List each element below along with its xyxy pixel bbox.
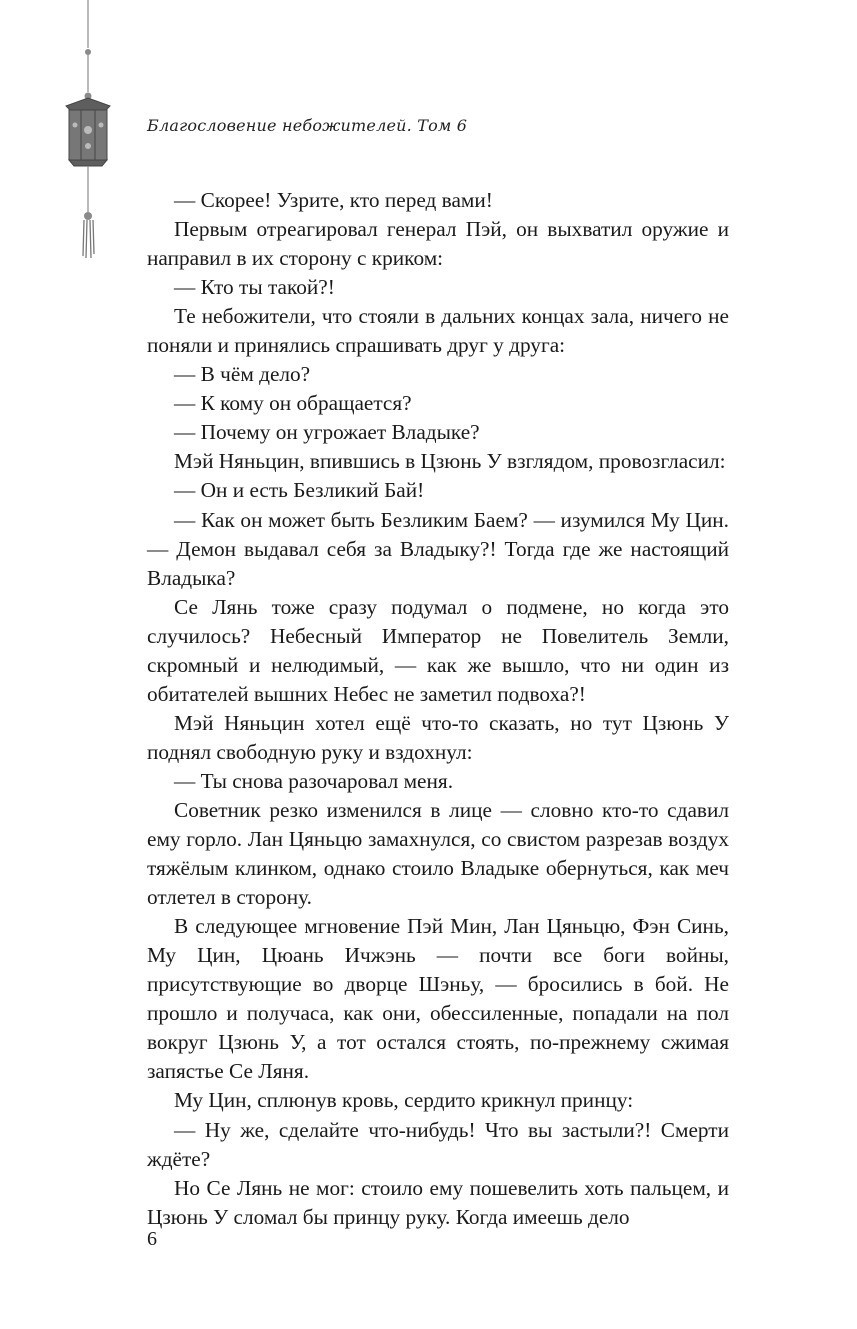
paragraph: — В чём дело? (174, 362, 311, 387)
paragraph: Но Се Лянь не мог: стоило ему пошевелить хоть пальцем, и Цзюнь У сломал бы принцу руку. Когда имеешь дело (147, 1175, 729, 1229)
paragraph: Се Лянь тоже сразу подумал о подмене, но когда это случилось? Небесный Император не Повелитель Земли, скромный и нелюдимый, — как же вышло, что ни один из обитателей вышних Небес не заметил подвоха?! (147, 594, 729, 706)
paragraph: Мэй Няньцин хотел ещё что-то сказать, но тут Цзюнь У поднял свободную руку и вздохнул: (147, 710, 729, 764)
paragraph: Те небожители, что стояли в дальних концах зала, ничего не поняли и принялись спрашивать друг у друга: (147, 304, 729, 358)
paragraph: — Как он может быть Безликим Баем? — изумился Му Цин. — Демон выдавал себя за Владыку?! Тогда где же настоящий Владыка? (147, 507, 729, 590)
paragraph: Советник резко изменился в лице — словно кто-то сдавил ему горло. Лан Цяньцю замахнулся, со свистом разрезав воздух тяжёлым клинком, однако стоило Владыке обернуться, как меч отлетел в сторону. (147, 797, 729, 910)
paragraph: В следующее мгновение Пэй Мин, Лан Цяньцю, Фэн Синь, Му Цин, Цюань Ичжэнь — почти все боги войны, присутствующие во дворце Шэньу, — бросились в бой. Не прошло и получаса, как они, обессиленные, попадали на пол вокруг Цзюнь У, а тот остался стоять, по-прежнему сжимая запястье Се Ляня. (147, 914, 729, 1084)
paragraph: — Он и есть Безликий Бай! (174, 478, 425, 503)
hanging-lantern-icon (56, 0, 120, 260)
running-header: Благословение небожителей. Том 6 (147, 116, 468, 135)
paragraph: Му Цин, сплюнув кровь, сердито крикнул принцу: (174, 1088, 634, 1113)
page-number: 6 (147, 1228, 157, 1250)
paragraph: — Скорее! Узрите, кто перед вами! (174, 188, 493, 212)
paragraph: — К кому он обращается? (174, 391, 412, 416)
paragraph: — Ты снова разочаровал меня. (174, 768, 454, 793)
paragraph: — Кто ты такой?! (174, 275, 335, 300)
paragraph: — Ну же, сделайте что-нибудь! Что вы застыли?! Смерти ждёте? (147, 1117, 729, 1171)
body-text (147, 186, 729, 1232)
paragraph: Мэй Няньцин, впившись в Цзюнь У взглядом, провозгласил: (174, 449, 726, 474)
paragraph: Первым отреагировал генерал Пэй, он выхватил оружие и направил в их сторону с криком: (147, 217, 729, 271)
paragraph: — Почему он угрожает Владыке? (174, 420, 480, 445)
